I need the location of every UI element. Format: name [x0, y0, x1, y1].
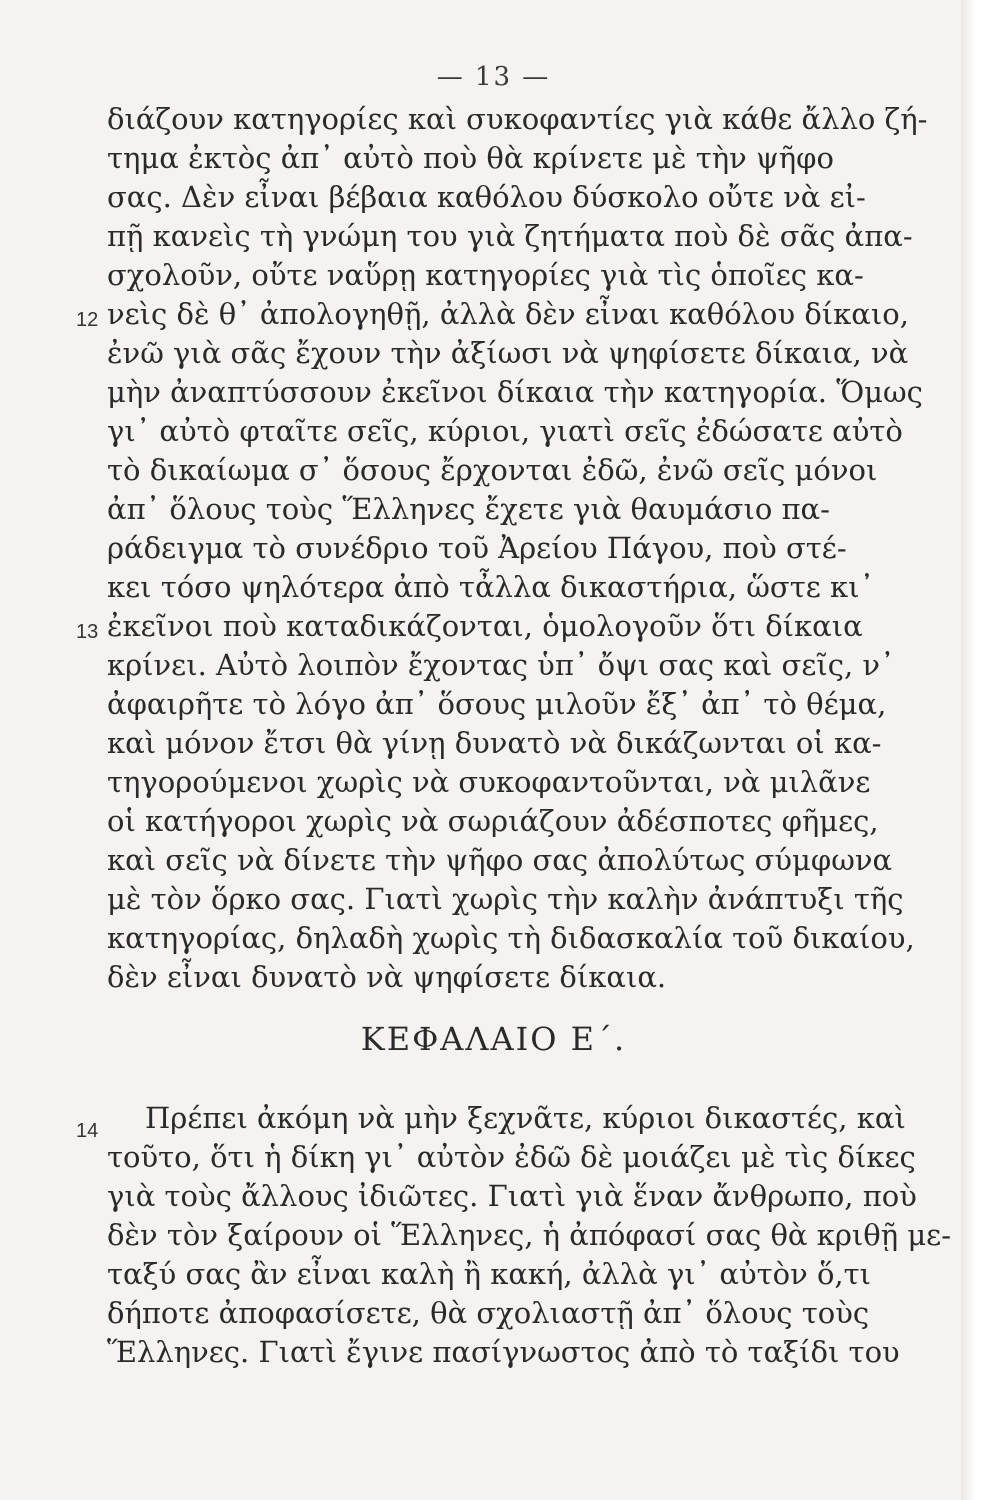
text-line: δήποτε ἀποφασίσετε, θὰ σχολιαστῇ ἀπ᾽ ὅλους τοὺς: [107, 1296, 870, 1330]
text-line: Ἕλληνες. Γιατὶ ἔγινε πασίγνωστος ἀπὸ τὸ ταξίδι του: [107, 1335, 900, 1369]
text-line: κει τόσο ψηλότερα ἀπὸ τἆλλα δικαστήρια, ὥστε κι᾽: [107, 570, 875, 604]
text-line: ταξύ σας ἂν εἶναι καλὴ ἢ κακή, ἀλλὰ γι᾽ αὐτὸν ὅ,τι: [107, 1257, 872, 1291]
text-line: ἀφαιρῆτε τὸ λόγο ἀπ᾽ ὅσους μιλοῦν ἔξ᾽ ἀπ᾽ τὸ θέμα,: [107, 687, 887, 721]
text-line: τημα ἐκτὸς ἀπ᾽ αὐτὸ ποὺ θὰ κρίνετε μὲ τὴν ψῆφο: [107, 141, 834, 175]
text-line: Πρέπει ἀκόμη νὰ μὴν ξεχνᾶτε, κύριοι δικαστές, καὶ: [145, 1101, 906, 1135]
text-line: δὲν τὸν ξαίρουν οἱ Ἕλληνες, ἡ ἀπόφασί σας θὰ κριθῇ με-: [107, 1218, 951, 1252]
margin-section-number: 13: [76, 621, 99, 643]
text-line: σας. Δὲν εἶναι βέβαια καθόλου δύσκολο οὔτε νὰ εἰ-: [107, 180, 866, 214]
text-line: τοῦτο, ὅτι ἡ δίκη γι᾽ αὐτὸν ἐδῶ δὲ μοιάζει μὲ τὶς δίκες: [107, 1140, 916, 1174]
text-line: γι᾽ αὐτὸ φταῖτε σεῖς, κύριοι, γιατὶ σεῖς ἐδώσατε αὐτὸ: [107, 414, 903, 448]
text-line: κατηγορίας, δηλαδὴ χωρὶς τὴ διδασκαλία τοῦ δικαίου,: [107, 921, 915, 955]
margin-section-number: 14: [76, 1120, 99, 1142]
text-line: μὲ τὸν ὅρκο σας. Γιατὶ χωρὶς τὴν καλὴν ἀνάπτυξι τῆς: [107, 882, 904, 916]
text-line: δὲν εἶναι δυνατὸ νὰ ψηφίσετε δίκαια.: [107, 960, 667, 994]
text-line: κρίνει. Αὐτὸ λοιπὸν ἔχοντας ὑπ᾽ ὄψι σας καὶ σεῖς, ν᾽: [107, 648, 895, 682]
text-line: οἱ κατήγοροι χωρὶς νὰ σωριάζουν ἀδέσποτες φῆμες,: [107, 804, 879, 838]
text-line: ράδειγμα τὸ συνέδριο τοῦ Ἀρείου Πάγου, ποὺ στέ-: [107, 531, 847, 565]
margin-section-number: 12: [76, 309, 99, 331]
text-line: τηγορούμενοι χωρὶς νὰ συκοφαντοῦνται, νὰ μιλᾶνε: [107, 765, 871, 799]
text-line: ἀπ᾽ ὅλους τοὺς Ἕλληνες ἔχετε γιὰ θαυμάσιο πα-: [107, 492, 830, 526]
text-line: γιὰ τοὺς ἄλλους ἰδιῶτες. Γιατὶ γιὰ ἕναν ἄνθρωπο, ποὺ: [107, 1179, 917, 1213]
text-line: διάζουν κατηγορίες καὶ συκοφαντίες γιὰ κάθε ἄλλο ζή-: [107, 102, 928, 136]
text-line: ἐκεῖνοι ποὺ καταδικάζονται, ὁμολογοῦν ὅτι δίκαια: [107, 609, 863, 643]
text-line: ἐνῶ γιὰ σᾶς ἔχουν τὴν ἀξίωσι νὰ ψηφίσετε δίκαια, νὰ: [107, 336, 909, 370]
text-line: μὴν ἀναπτύσσουν ἐκεῖνοι δίκαια τὴν κατηγορία. Ὅμως: [107, 375, 923, 409]
text-line: καὶ σεῖς νὰ δίνετε τὴν ψῆφο σας ἀπολύτως σύμφωνα: [107, 843, 893, 877]
text-line: νεὶς δὲ θ᾽ ἀπολογηθῇ, ἀλλὰ δὲν εἶναι καθόλου δίκαιο,: [107, 297, 909, 331]
text-line: καὶ μόνον ἔτσι θὰ γίνῃ δυνατὸ νὰ δικάζωνται οἱ κα-: [107, 726, 882, 760]
text-line: σχολοῦν, οὔτε ναὕρῃ κατηγορίες γιὰ τὶς ὁποῖες κα-: [107, 258, 864, 292]
text-line: τὸ δικαίωμα σ᾽ ὅσους ἔρχονται ἐδῶ, ἐνῶ σεῖς μόνοι: [107, 453, 878, 487]
page-number: — 13 —: [436, 62, 551, 92]
chapter-title: ΚΕΦΑΛΑΙΟ Ε΄.: [360, 1020, 627, 1058]
page-edge: [961, 0, 987, 1500]
text-line: πῇ κανεὶς τὴ γνώμη του γιὰ ζητήματα ποὺ δὲ σᾶς ἀπα-: [107, 219, 913, 253]
